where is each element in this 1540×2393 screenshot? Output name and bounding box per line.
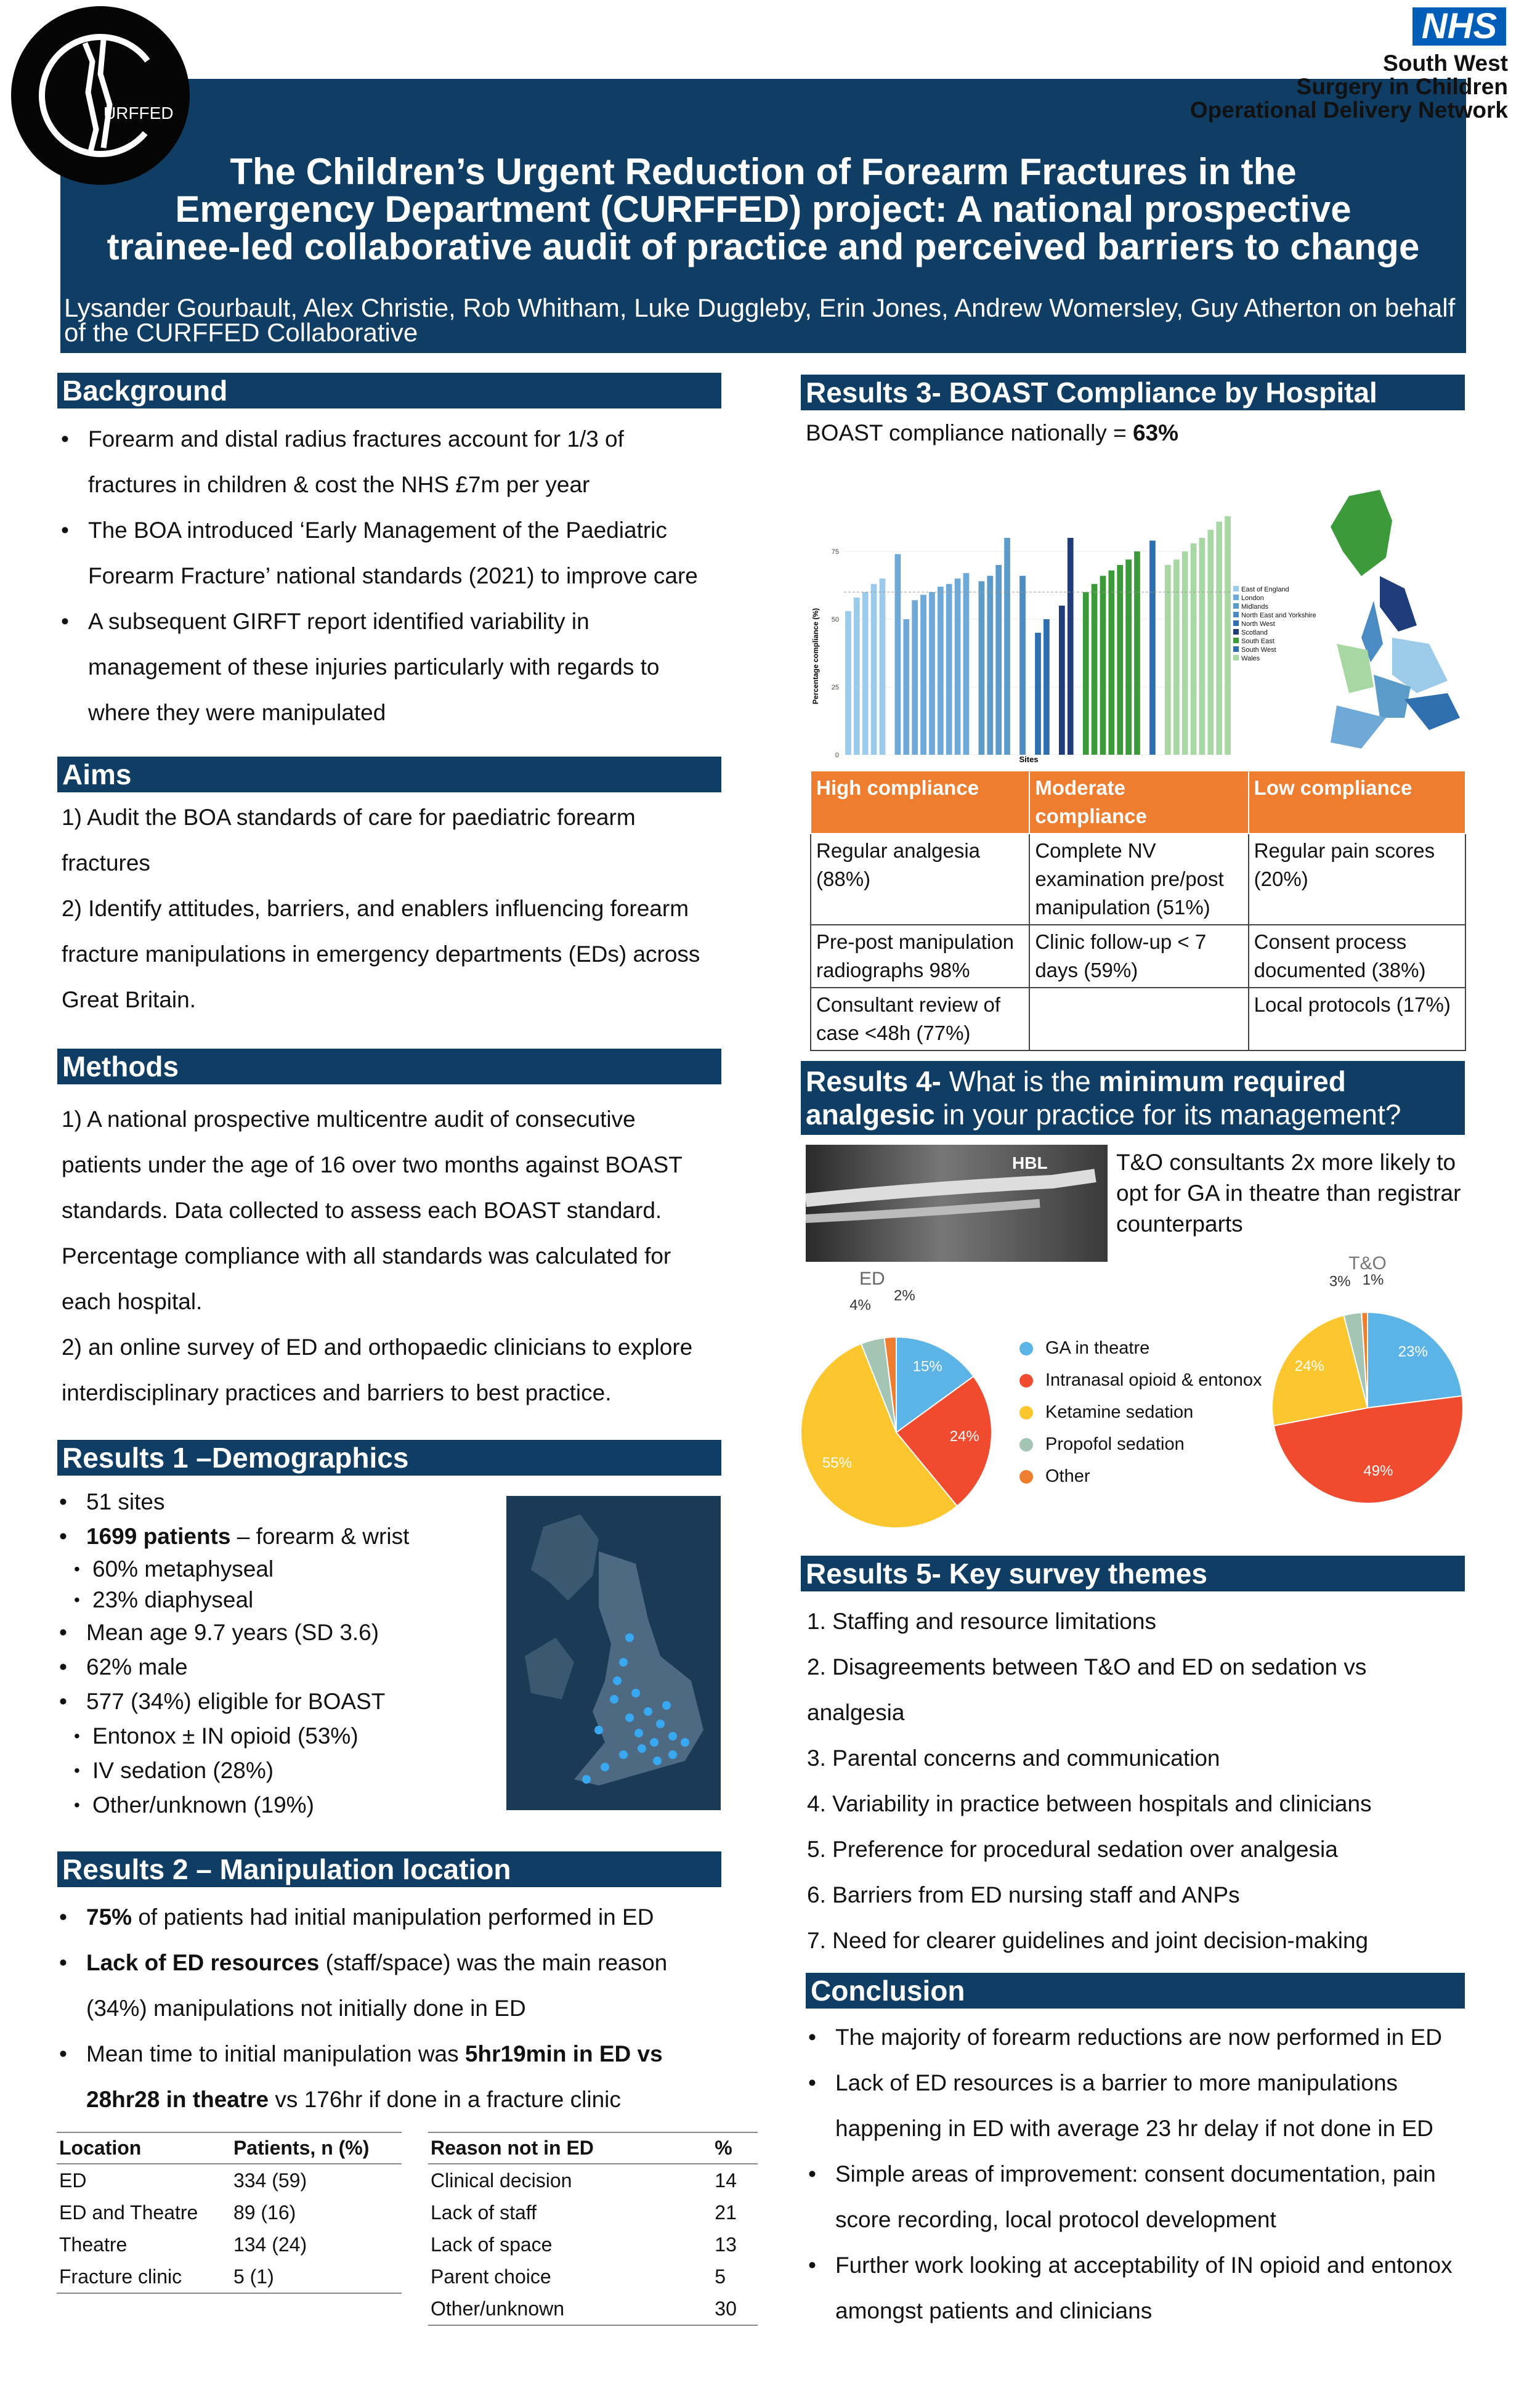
table-row: Theatre 134 (24): [59, 2233, 307, 2256]
bar: [880, 579, 886, 755]
legend-label: Ketamine sedation: [1045, 1402, 1194, 1422]
legend-label: North East and Yorkshire: [1241, 612, 1316, 619]
legend-label: Midlands: [1241, 603, 1269, 611]
national-compliance: BOAST compliance nationally = 63%: [806, 420, 1179, 445]
legend-swatch: [1019, 1342, 1033, 1355]
legend-swatch: [1233, 586, 1239, 591]
nhs-org: South West Surgery in Children Operational Delivery Network: [1189, 51, 1508, 123]
results1-heading: Results 1 –Demographics: [57, 1440, 721, 1476]
bar: [895, 554, 901, 755]
legend-item: [1019, 1364, 1262, 1396]
legend-item: [1233, 646, 1316, 654]
bar: [1149, 540, 1156, 755]
list-item: 3. Parental concerns and communication: [807, 1745, 1220, 1771]
survey-themes: [807, 1599, 1423, 1964]
methods-text: 1) A national prospective multicentre audit of consecutive patients under the age of 16 over two months against BOAST standards. Data collected to assess each BOAST standard. Percentage compliance with all standards was calculated for each hospital. 2) an online survey of ED and orthopaedic clinicians to explore interdisciplinary practices and barriers to best practice.: [62, 1107, 693, 1405]
bar: [946, 584, 952, 755]
legend-label: South West: [1241, 646, 1276, 654]
list-item: • 62% male: [57, 1650, 513, 1684]
bar: [871, 584, 877, 755]
list-item: 7. Need for clearer guidelines and joint decision-making: [807, 1928, 1369, 1953]
nhs-badge: NHS: [1412, 7, 1506, 46]
list-item: • 1699 patients – forearm & wrist: [57, 1519, 513, 1554]
list-item: • 51 sites: [57, 1485, 513, 1519]
bar: [1083, 592, 1089, 755]
legend-label: North West: [1241, 620, 1275, 628]
legend-label: London: [1241, 595, 1264, 602]
pie-label: 3%: [1329, 1273, 1351, 1290]
bar: [1199, 538, 1206, 755]
results2-heading: Results 2 – Manipulation location: [57, 1851, 721, 1887]
list-item: • A subsequent GIRFT report identified variability in management of these injuries particularly with regards to where they were manipulated: [59, 599, 711, 736]
list-item: • The BOA introduced ‘Early Management of the Paediatric Forearm Fracture’ national standards (2021) to improve care: [59, 508, 711, 599]
pie-label: 23%: [1398, 1343, 1428, 1360]
legend-item: [1233, 620, 1316, 628]
table-row: Pre-post manipulation radiographs 98% Clinic follow-up < 7 days (59%) Consent process documented (38%): [811, 925, 1465, 988]
bar: [920, 595, 926, 755]
pie-title: ED: [859, 1269, 885, 1289]
bar: [929, 592, 935, 755]
legend-swatch: [1233, 620, 1239, 626]
legend-item: [1233, 611, 1316, 620]
bar: [854, 598, 860, 755]
y-tick-label: 75: [831, 548, 839, 556]
legend-label: Intranasal opioid & entonox: [1045, 1370, 1262, 1390]
conclusion-heading: Conclusion: [806, 1973, 1465, 2009]
y-axis-label: Percentage compliance (%): [811, 607, 820, 705]
bar: [955, 579, 961, 755]
legend-swatch: [1233, 655, 1239, 660]
pie-label: 55%: [822, 1454, 852, 1471]
bar: [1068, 538, 1074, 755]
list-item: • Lack of ED resources is a barrier to more manipulations happening in ED with average 23 hr delay if not done in ED: [806, 2060, 1465, 2151]
legend-item: [1233, 603, 1316, 611]
bar: [1059, 606, 1065, 755]
bar: [1004, 538, 1010, 755]
bar: [845, 611, 851, 755]
bar: [1092, 584, 1098, 755]
legend-item: [1019, 1332, 1262, 1364]
legend-swatch: [1019, 1438, 1033, 1452]
table-row: Regular analgesia (88%) Complete NV examination pre/post manipulation (51%) Regular pain scores (20%): [811, 834, 1465, 925]
ed-pie-chart: [801, 1260, 1010, 1534]
pie-title: T&O: [1348, 1253, 1387, 1274]
pie-slice: [1368, 1312, 1462, 1408]
legend-item: [1233, 585, 1316, 594]
legend-swatch: [1233, 638, 1239, 643]
legend-swatch: [1233, 646, 1239, 652]
list-item: • IV sedation (28%): [57, 1753, 513, 1788]
bar: [1191, 543, 1197, 755]
table-row: Consultant review of case <48h (77%) Local protocols (17%): [811, 988, 1465, 1050]
legend-label: Wales: [1241, 655, 1260, 662]
bar: [1117, 565, 1123, 755]
bar: [1108, 571, 1114, 755]
bar: [1182, 551, 1188, 755]
legend-swatch: [1019, 1406, 1033, 1420]
y-tick-label: 50: [831, 616, 839, 624]
results2-text: [57, 1895, 722, 2123]
pie-label: 24%: [1294, 1358, 1324, 1375]
legend-label: East of England: [1241, 586, 1289, 593]
bar: [912, 600, 918, 755]
table-row: Lack of staff 21: [431, 2201, 737, 2224]
region-legend: [1233, 585, 1316, 663]
list-item: 2. Disagreements between T&O and ED on sedation vs analgesia: [807, 1654, 1367, 1725]
legend-item: [1233, 654, 1316, 663]
compliance-table: High compliance Moderate compliance Low compliance Regular analgesia (88%) Complete NV examination pre/post manipulation (51%) Regular pain scores (20%) Pre-post manipulation radiographs 98% Clinic follow-up < 7 days (59%) Consent process documented (38%) Consultant review of case <48h (77%) Local protocols (17%): [810, 770, 1466, 1051]
list-item: 4. Variability in practice between hospitals and clinicians: [807, 1791, 1372, 1816]
bar: [1044, 619, 1050, 755]
table-row: Fracture clinic 5 (1): [57, 2261, 402, 2293]
conclusion-list: [806, 2015, 1465, 2334]
reason-table: Reason not in ED % Clinical decision 14 Lack of staff 21 Lack of space 13 Parent choice 5 Other/unknown 30: [428, 2132, 758, 2326]
compliance-bar-chart: [807, 471, 1238, 764]
list-item: • Entonox ± IN opioid (53%): [57, 1719, 513, 1753]
list-item: • Further work looking at acceptability of IN opioid and entonox amongst patients and clinicians: [806, 2243, 1465, 2334]
pie-label: 24%: [949, 1428, 979, 1445]
legend-item: [1233, 628, 1316, 637]
legend-swatch: [1233, 629, 1239, 635]
bar: [862, 592, 869, 755]
bar: [995, 565, 1002, 755]
legend-label: South East: [1241, 638, 1275, 645]
list-item: • 23% diaphyseal: [57, 1585, 513, 1615]
legend-swatch: [1019, 1470, 1033, 1484]
legend-swatch: [1233, 612, 1239, 617]
legend-swatch: [1019, 1374, 1033, 1387]
legend-item: [1019, 1460, 1262, 1492]
list-item: 6. Barriers from ED nursing staff and ANPs: [807, 1882, 1240, 1907]
curffed-logo: URFFED: [11, 6, 190, 185]
legend-label: Other: [1045, 1466, 1090, 1486]
list-item: • The majority of forearm reductions are now performed in ED: [806, 2015, 1465, 2060]
uk-sites-map: [506, 1496, 721, 1810]
background-heading: Background: [57, 373, 721, 408]
aims-heading: Aims: [57, 757, 721, 792]
x-axis-label: Sites: [1019, 755, 1039, 764]
bar: [1100, 576, 1106, 755]
pie-label: 2%: [894, 1287, 915, 1304]
table-row: Parent choice 5: [431, 2265, 726, 2288]
to-pie-chart: [1257, 1241, 1478, 1534]
list-item: 5. Preference for procedural sedation over analgesia: [807, 1837, 1338, 1862]
legend-item: [1233, 594, 1316, 603]
legend-swatch: [1233, 595, 1239, 600]
pie-label: 49%: [1363, 1463, 1393, 1480]
legend-label: GA in theatre: [1045, 1338, 1150, 1358]
aims-text: 1) Audit the BOA standards of care for paediatric forearm fractures 2) Identify attitudes, barriers, and enablers influencing forearm fracture manipulations in emergency departments (EDs) across Great Britain.: [62, 805, 700, 1012]
results5-heading: Results 5- Key survey themes: [801, 1556, 1465, 1591]
list-item: • Lack of ED resources (staff/space) was the main reason (34%) manipulations not initially done in ED: [57, 1940, 722, 2031]
bar: [1173, 559, 1180, 755]
bar: [987, 576, 993, 755]
bar: [1134, 551, 1140, 755]
legend-item: [1233, 637, 1316, 646]
bar: [1216, 522, 1222, 755]
list-item: • 75% of patients had initial manipulation performed in ED: [57, 1895, 722, 1940]
methods-heading: Methods: [57, 1049, 721, 1084]
uk-region-map: [1312, 484, 1472, 755]
table-row: Lack of space 13: [431, 2233, 737, 2256]
table-row: Clinical decision 14: [431, 2169, 737, 2192]
bar: [1035, 633, 1041, 755]
list-item: • 577 (34%) eligible for BOAST: [57, 1684, 513, 1719]
legend-item: [1019, 1428, 1262, 1460]
demographics: [57, 1485, 513, 1822]
curffed-logo-icon: [11, 6, 190, 185]
bar: [938, 587, 944, 755]
bar: [979, 581, 985, 755]
list-item: • Other/unknown (19%): [57, 1788, 513, 1822]
results3-heading: Results 3- BOAST Compliance by Hospital: [801, 375, 1465, 410]
bar: [1207, 530, 1214, 755]
bar: [1125, 559, 1132, 755]
list-item: 1. Staffing and resource limitations: [807, 1609, 1156, 1634]
list-item: • Forearm and distal radius fractures account for 1/3 of fractures in children & cost the NHS £7m per year: [59, 416, 711, 508]
background-list: [59, 416, 711, 736]
pie-label: 4%: [849, 1297, 871, 1314]
bar: [963, 573, 970, 755]
y-tick-label: 0: [835, 752, 839, 759]
bar: [1165, 565, 1171, 755]
pie-label: 15%: [912, 1358, 942, 1375]
bar: [903, 619, 909, 755]
poster-title: The Children’s Urgent Reduction of Forearm Fractures in the Emergency Department (CURFFED) project: A national prospective trainee-led collaborative audit of practice and perceived barriers to change: [107, 151, 1420, 267]
consultant-note: T&O consultants 2x more likely to opt for GA in theatre than registrar counterparts: [1116, 1150, 1461, 1237]
location-table: Location Patients, n (%) ED 334 (59) ED and Theatre 89 (16) Theatre 134 (24) Fracture clinic 5 (1): [57, 2132, 402, 2294]
y-tick-label: 25: [831, 684, 839, 691]
table-row: Other/unknown 30: [428, 2293, 758, 2325]
xray-image: HBL: [806, 1145, 1108, 1262]
list-item: • 60% metaphyseal: [57, 1554, 513, 1585]
analgesic-legend: [1019, 1332, 1262, 1492]
bar: [1225, 516, 1231, 755]
table-row: ED 334 (59): [59, 2169, 307, 2192]
list-item: • Mean age 9.7 years (SD 3.6): [57, 1615, 513, 1650]
results4-heading: Results 4- What is the minimum required analgesic in your practice for its management?: [801, 1061, 1465, 1135]
legend-swatch: [1233, 603, 1239, 609]
pie-label: 1%: [1362, 1272, 1384, 1289]
legend-item: [1019, 1396, 1262, 1428]
bar: [1019, 576, 1026, 755]
legend-label: Propofol sedation: [1045, 1434, 1185, 1454]
authors: Lysander Gourbault, Alex Christie, Rob Whitham, Luke Duggleby, Erin Jones, Andrew Womersley, Guy Atherton on behalf of the CURFFED Collaborative: [64, 293, 1456, 347]
list-item: • Simple areas of improvement: consent documentation, pain score recording, local protocol development: [806, 2151, 1465, 2243]
table-row: ED and Theatre 89 (16): [59, 2201, 296, 2224]
list-item: • Mean time to initial manipulation was 5hr19min in ED vs 28hr28 in theatre vs 176hr if done in a fracture clinic: [57, 2031, 722, 2123]
legend-label: Scotland: [1241, 629, 1268, 636]
